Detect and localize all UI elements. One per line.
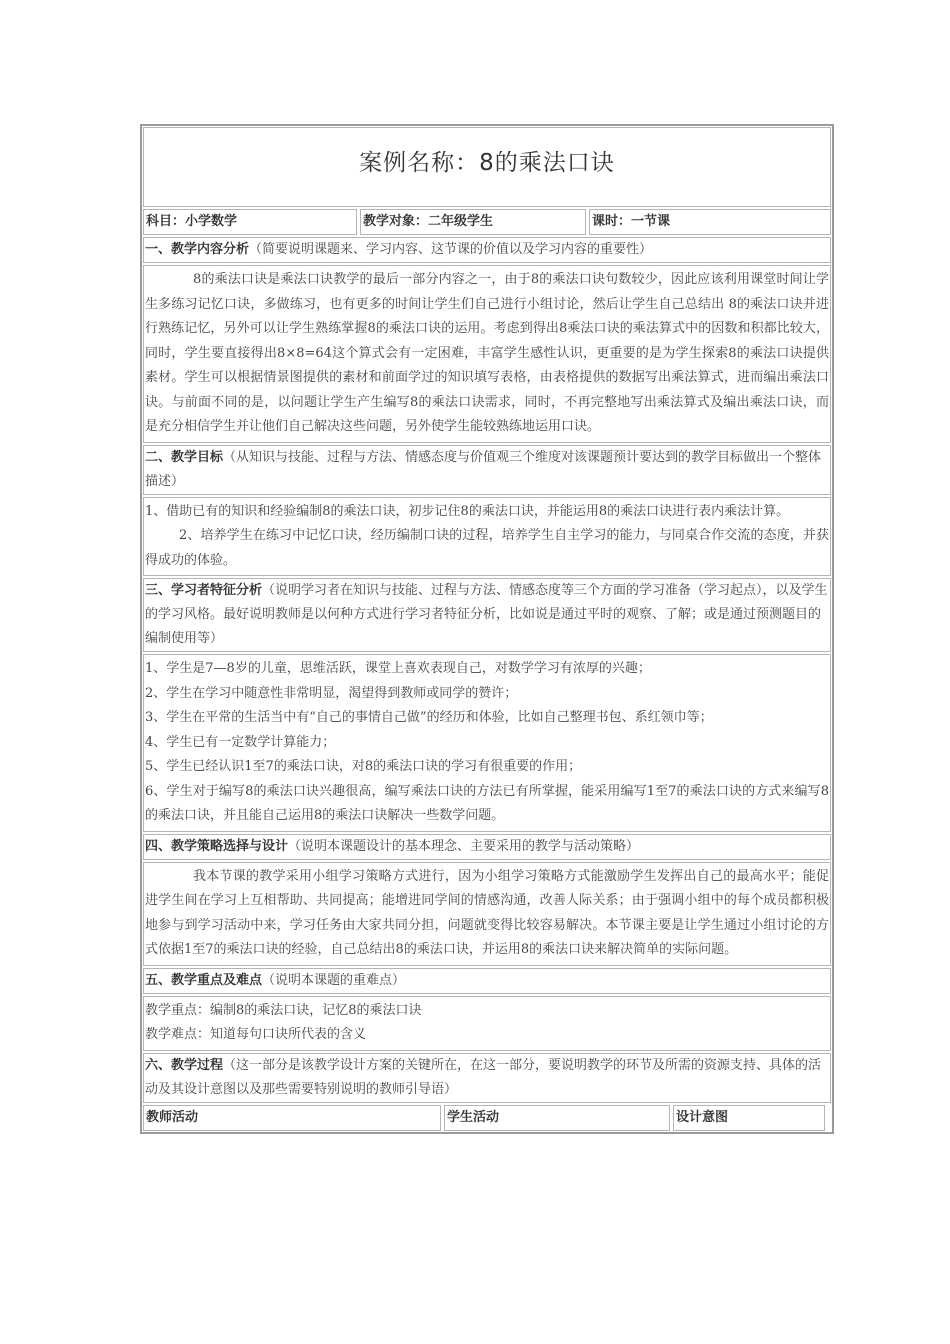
- section-title: 一、教学内容分析: [145, 242, 250, 257]
- list-item: 5、学生已经认识1至7的乘法口诀，对8的乘法口诀的学习有很重要的作用；: [145, 759, 582, 774]
- section-3-heading: [143, 578, 831, 652]
- lesson-plan-table: [140, 124, 834, 1134]
- target-cell: 教学对象：二年级学生: [360, 209, 586, 235]
- list-item: 1、借助已有的知识和经验编制8的乘法口诀，初步记住8的乘法口诀，并能运用8的乘法口诀进行表内乘法计算。: [145, 503, 790, 519]
- list-item: 2、学生在学习中随意性非常明显，渴望得到教师或同学的赞许；: [145, 685, 518, 701]
- section-2-body: [143, 497, 831, 577]
- list-item: 4、学生已有一定数学计算能力；: [145, 734, 336, 750]
- column-header-intent: 设计意图: [673, 1105, 825, 1131]
- section-hint: （简要说明课题来、学习内容、这节课的价值以及学习内容的重要性）: [249, 242, 653, 257]
- subject-cell: 科目：小学数学: [143, 209, 357, 235]
- section-4-heading: [143, 834, 831, 860]
- section-title: 五、教学重点及难点: [145, 972, 263, 988]
- section-title: 四、教学策略选择与设计: [145, 838, 289, 854]
- section-title: 六、教学过程: [145, 1057, 224, 1073]
- section-6-heading: [143, 1053, 831, 1103]
- section-title: 三、学习者特征分析: [145, 583, 263, 598]
- list-item: 6、学生对于编写8的乘法口诀兴趣很高，编写乘法口诀的方法已有所掌握，能采用编写1至7的乘法口诀的方式来编写8的乘法口诀，并且能自己运用8的乘法口诀解决一些数学问题。: [145, 783, 829, 823]
- section-5-heading: [143, 968, 831, 994]
- section-1-body: [143, 265, 831, 443]
- paragraph: 8的乘法口诀是乘法口诀教学的最后一部分内容之一，由于8的乘法口诀句数较少，因此应该利用课堂时间让学生多练习记忆口诀，多做练习，也有更多的时间让学生们自己进行小组讨论，然后让学生自己总结出 8的乘法口诀并进行熟练记忆，另外可以让学生熟练掌握8的乘法口诀的运用。考虑到得出8乘法口诀的乘法算式中的因数和积都比较大，同时，学生要直接得出8×8=64这个算式会有一定困难，丰富学生感性认识，更重要的是为学生探索8的乘法口诀提供素材。学生可以根据情景图提供的素材和前面学过的知识填写表格，由表格提供的数据写出乘法算式，进而编出乘法口诀。与前面不同的是，以问题让学生产生编写8的乘法口诀需求，同时，不再完整地写出乘法算式及编出乘法口诀，而是充分相信学生并让他们自己解决这些问题，另外使学生能较熟练地运用口诀。: [145, 272, 829, 434]
- section-5-body: [143, 996, 831, 1051]
- section-3-body: [143, 654, 831, 832]
- process-header-row: [143, 1105, 831, 1131]
- info-row: [143, 209, 831, 235]
- title-row: [143, 127, 831, 207]
- list-item: 教学重点：编制8的乘法口诀，记忆8的乘法口诀: [145, 1002, 422, 1018]
- list-item: 教学难点：知道每句口诀所代表的含义: [145, 1027, 367, 1042]
- column-header-teacher: 教师活动: [143, 1105, 441, 1131]
- section-title: 二、教学目标: [145, 449, 224, 465]
- list-item: 1、学生是7—8岁的儿童，思维活跃，课堂上喜欢表现自己，对数学学习有浓厚的兴趣；: [145, 661, 651, 676]
- page-title: 案例名称：8的乘法口诀: [359, 150, 615, 176]
- section-2-heading: [143, 445, 831, 495]
- list-item: 2、培养学生在练习中记忆口诀，经历编制口诀的过程，培养学生自主学习的能力，与同桌合作交流的态度，并获得成功的体验。: [145, 528, 829, 568]
- section-hint: （这一部分是该教学设计方案的关键所在，在这一部分，要说明教学的环节及所需的资源支持、具体的活动及其设计意图以及那些需要特别说明的教师引导语）: [145, 1057, 822, 1097]
- paragraph: 我本节课的教学采用小组学习策略方式进行，因为小组学习策略方式能激励学生发挥出自己的最高水平；能促进学生间在学习上互相帮助、共同提高；能增进同学间的情感沟通，改善人际关系；由于强调小组中的每个成员都积极地参与到学习活动中来，学习任务由大家共同分担，问题就变得比较容易解决。本节课主要是让学生通过小组讨论的方式依据1至7的乘法口诀的经验，自己总结出8的乘法口诀，并运用8的乘法口诀来解决简单的实际问题。: [145, 868, 829, 957]
- list-item: 3、学生在平常的生活当中有“自己的事情自己做”的经历和体验，比如自己整理书包、系红领巾等；: [145, 710, 713, 725]
- section-hint: （说明本课题的重难点）: [262, 972, 406, 988]
- section-1-heading: [143, 237, 831, 263]
- section-hint: （说明学习者在知识与技能、过程与方法、情感态度等三个方面的学习准备（学习起点），以及学生的学习风格。最好说明教师是以何种方式进行学习者特征分析，比如说是通过平时的观察、了解；或是通过预测题目的编制使用等）: [145, 583, 828, 646]
- section-hint: （说明本课题设计的基本理念、主要采用的教学与活动策略）: [288, 838, 640, 854]
- section-4-body: [143, 862, 831, 966]
- hours-cell: 课时：一节课: [589, 209, 831, 235]
- column-header-student: 学生活动: [444, 1105, 670, 1131]
- section-hint: （从知识与技能、过程与方法、情感态度与价值观三个维度对该课题预计要达到的教学目标做出一个整体描述）: [145, 449, 822, 489]
